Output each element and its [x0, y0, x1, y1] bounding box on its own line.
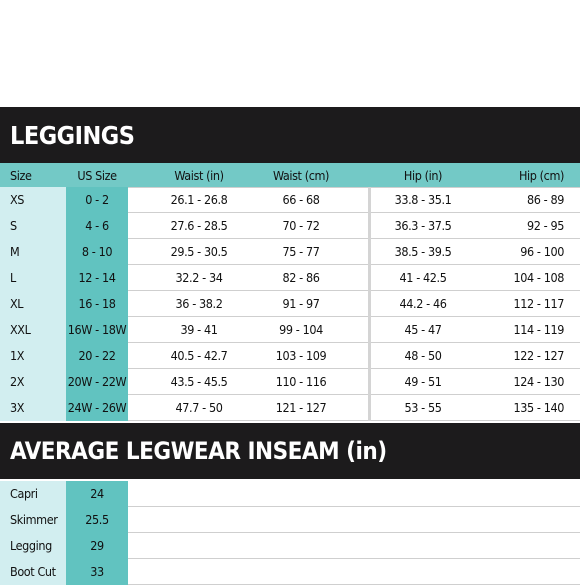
header-waist-cm: Waist (cm)	[272, 168, 330, 183]
cell-waist-cm: 121 - 127	[275, 400, 327, 415]
cell-size: XS	[0, 187, 66, 213]
row-divider	[128, 187, 580, 188]
column-divider	[368, 187, 371, 421]
header-us-size: US Size	[66, 163, 128, 187]
cell-waist-in: 26.1 - 26.8	[170, 192, 228, 207]
inseam-style: Capri	[0, 481, 66, 507]
cell-hip-in: 44.2 - 46	[399, 296, 447, 311]
cell-waist-in: 47.7 - 50	[175, 400, 223, 415]
header-hip-in: Hip (in)	[403, 168, 443, 183]
table-row	[0, 291, 580, 317]
cell-waist-in: 29.5 - 30.5	[170, 244, 228, 259]
cell-hip-in: 49 - 51	[404, 374, 442, 389]
cell-hip-cm: 135 - 140	[513, 400, 564, 415]
table-row	[0, 239, 580, 265]
cell-hip-in: 33.8 - 35.1	[394, 192, 452, 207]
inseam-value: 24	[66, 481, 128, 507]
inseam-value: 25.5	[66, 507, 128, 533]
cell-waist-cm: 82 - 86	[282, 270, 320, 285]
table-row	[0, 343, 580, 369]
cell-size: 3X	[0, 395, 66, 421]
cell-hip-cm: 112 - 117	[513, 296, 564, 311]
cell-us-size: 20 - 22	[66, 343, 128, 369]
cell-size: XXL	[0, 317, 66, 343]
cell-hip-in: 36.3 - 37.5	[394, 218, 452, 233]
cell-waist-in: 27.6 - 28.5	[170, 218, 228, 233]
cell-waist-in: 43.5 - 45.5	[170, 374, 228, 389]
cell-us-size: 16W - 18W	[66, 317, 128, 343]
header-waist-in: Waist (in)	[174, 168, 224, 183]
inseam-value: 29	[66, 533, 128, 559]
cell-hip-cm: 122 - 127	[513, 348, 564, 363]
cell-hip-in: 53 - 55	[404, 400, 442, 415]
cell-waist-cm: 99 - 104	[279, 322, 323, 337]
cell-hip-cm: 86 - 89	[526, 192, 564, 207]
table-row	[0, 265, 580, 291]
inseam-row	[0, 481, 580, 507]
cell-waist-cm: 103 - 109	[275, 348, 327, 363]
cell-hip-cm: 124 - 130	[513, 374, 564, 389]
cell-size: XL	[0, 291, 66, 317]
cell-us-size: 0 - 2	[66, 187, 128, 213]
table-header-row	[0, 163, 580, 187]
inseam-style: Skimmer	[0, 507, 66, 533]
cell-hip-in: 38.5 - 39.5	[394, 244, 452, 259]
inseam-style: Legging	[0, 533, 66, 559]
header-size: Size	[0, 163, 66, 187]
cell-waist-cm: 70 - 72	[282, 218, 320, 233]
table-row	[0, 369, 580, 395]
cell-waist-in: 36 - 38.2	[175, 296, 223, 311]
cell-waist-cm: 91 - 97	[282, 296, 320, 311]
table-row	[0, 187, 580, 213]
table-row	[0, 317, 580, 343]
cell-us-size: 12 - 14	[66, 265, 128, 291]
row-divider	[128, 420, 580, 421]
inseam-row	[0, 533, 580, 559]
cell-hip-in: 45 - 47	[404, 322, 442, 337]
cell-hip-in: 41 - 42.5	[399, 270, 447, 285]
cell-us-size: 24W - 26W	[66, 395, 128, 421]
cell-size: 2X	[0, 369, 66, 395]
inseam-value: 33	[66, 559, 128, 585]
inseam-style: Boot Cut	[0, 559, 66, 585]
cell-waist-cm: 75 - 77	[282, 244, 320, 259]
cell-us-size: 4 - 6	[66, 213, 128, 239]
cell-us-size: 16 - 18	[66, 291, 128, 317]
cell-us-size: 8 - 10	[66, 239, 128, 265]
cell-waist-cm: 66 - 68	[282, 192, 320, 207]
cell-size: S	[0, 213, 66, 239]
cell-hip-cm: 96 - 100	[520, 244, 564, 259]
cell-hip-in: 48 - 50	[404, 348, 442, 363]
cell-size: 1X	[0, 343, 66, 369]
cell-hip-cm: 114 - 119	[513, 322, 564, 337]
cell-hip-cm: 92 - 95	[526, 218, 564, 233]
cell-waist-in: 40.5 - 42.7	[170, 348, 228, 363]
cell-hip-cm: 104 - 108	[513, 270, 564, 285]
inseam-row	[0, 559, 580, 585]
cell-us-size: 20W - 22W	[66, 369, 128, 395]
cell-waist-cm: 110 - 116	[275, 374, 327, 389]
table-row	[0, 213, 580, 239]
header-hip-cm: Hip (cm)	[518, 168, 564, 183]
cell-size: L	[0, 265, 66, 291]
table-row	[0, 395, 580, 421]
inseam-row	[0, 507, 580, 533]
cell-waist-in: 32.2 - 34	[175, 270, 223, 285]
cell-size: M	[0, 239, 66, 265]
leggings-title: LEGGINGS	[0, 107, 580, 163]
cell-waist-in: 39 - 41	[180, 322, 218, 337]
inseam-title: AVERAGE LEGWEAR INSEAM (in)	[0, 423, 580, 479]
